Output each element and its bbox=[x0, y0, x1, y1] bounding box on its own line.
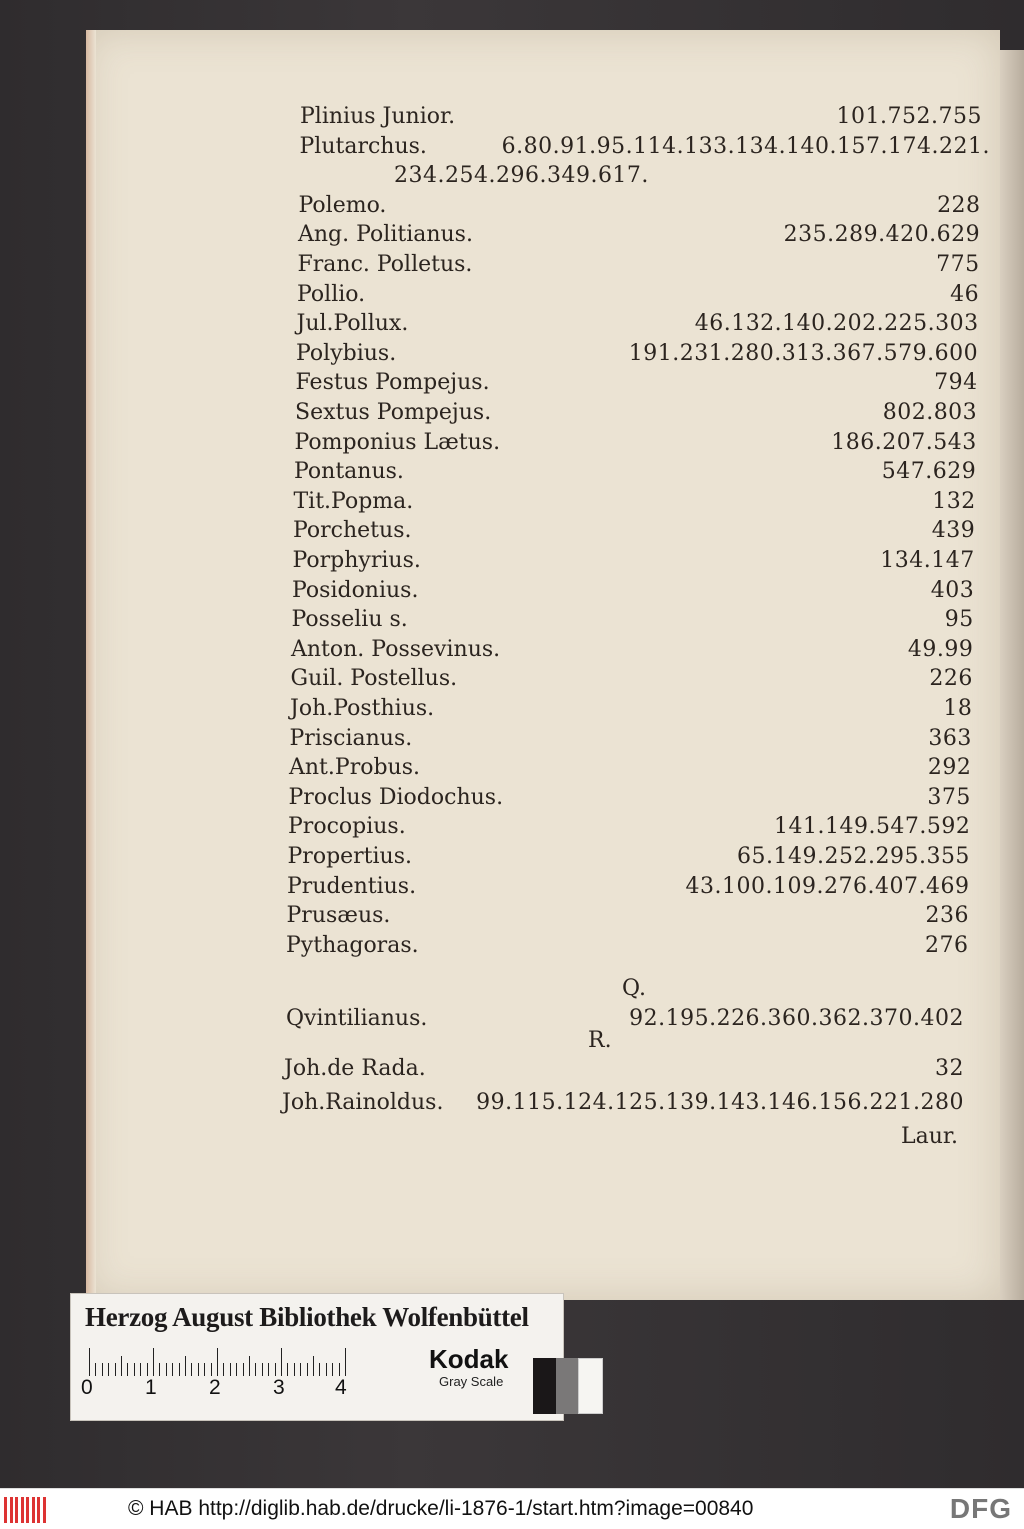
index-entry bbox=[86, 280, 1000, 310]
ruler-tick bbox=[115, 1363, 116, 1376]
entry-refs: 95 bbox=[944, 607, 974, 633]
entry-name: Porphyrius. bbox=[292, 548, 421, 573]
entry-refs: 43.100.109.276.407.469 bbox=[685, 873, 970, 899]
index-entry bbox=[86, 339, 1000, 369]
entry-name: Franc. Polletus. bbox=[297, 252, 473, 277]
gray-scale-label: Gray Scale bbox=[439, 1374, 504, 1389]
ruler-tick bbox=[166, 1363, 167, 1376]
dfg-logo: DFG bbox=[949, 1493, 1012, 1524]
ruler-tick bbox=[108, 1363, 109, 1376]
ruler-tick bbox=[211, 1363, 212, 1376]
barcode-stripe bbox=[21, 1497, 24, 1523]
entry-name: Pomponius Lætus. bbox=[294, 429, 501, 455]
index-entry bbox=[86, 724, 1000, 754]
ruler-tick bbox=[134, 1363, 135, 1376]
ruler-tick bbox=[281, 1348, 282, 1376]
ruler-tick bbox=[159, 1363, 160, 1376]
facing-page-edge bbox=[1000, 50, 1024, 1300]
ruler-tick bbox=[172, 1363, 173, 1376]
entry-refs: 794 bbox=[934, 370, 978, 396]
index-entry bbox=[86, 901, 1000, 931]
section-heading-q: Q. bbox=[622, 976, 646, 1001]
entry-refs: 46.132.140.202.225.303 bbox=[694, 311, 979, 337]
index-entry bbox=[86, 457, 1000, 487]
entry-refs: 49.99 bbox=[907, 636, 974, 662]
swatch-white bbox=[578, 1358, 603, 1414]
barcode-stripe bbox=[32, 1497, 35, 1523]
ruler-tick bbox=[249, 1356, 250, 1376]
index-entry bbox=[86, 576, 1000, 606]
index-entry bbox=[86, 812, 1000, 842]
entry-refs: 141.149.547.592 bbox=[773, 814, 971, 840]
entry-name: Pollio. bbox=[297, 281, 366, 307]
ruler-tick bbox=[268, 1363, 269, 1376]
barcode-stripe bbox=[43, 1497, 46, 1523]
ruler-tick bbox=[95, 1363, 96, 1376]
entry-refs: 228 bbox=[937, 192, 981, 218]
index-entry bbox=[86, 1054, 1000, 1084]
library-title: Herzog August Bibliothek Wolfenbüttel bbox=[85, 1302, 529, 1332]
ruler-tick bbox=[262, 1363, 263, 1376]
kodak-logo: Kodak bbox=[429, 1344, 509, 1374]
entry-name: Proclus Diodochus. bbox=[288, 784, 504, 810]
entry-name: Ang. Politianus. bbox=[298, 222, 473, 248]
ruler-number: 1 bbox=[145, 1376, 157, 1399]
color-scale-card bbox=[70, 1293, 564, 1421]
entry-refs: 32 bbox=[935, 1056, 964, 1081]
entry-refs: 439 bbox=[931, 518, 976, 544]
ruler-tick bbox=[326, 1363, 327, 1376]
entry-name: Polybius. bbox=[296, 340, 397, 366]
entry-name: Anton. Possevinus. bbox=[291, 636, 501, 662]
entry-name: Procopius. bbox=[288, 814, 406, 840]
barcode-stripe bbox=[10, 1497, 13, 1523]
entry-name: Qvintilianus. bbox=[286, 1006, 428, 1031]
entry-name: Plutarchus. bbox=[299, 133, 427, 159]
ruler-tick bbox=[307, 1363, 308, 1376]
ruler-tick bbox=[243, 1363, 244, 1376]
ruler-tick bbox=[287, 1363, 288, 1376]
entry-name: Plinius Junior. bbox=[300, 104, 456, 129]
ruler-number: 2 bbox=[209, 1376, 221, 1399]
index-entry bbox=[86, 220, 1000, 250]
index-entry bbox=[86, 664, 1000, 694]
barcode-stripe bbox=[26, 1497, 29, 1523]
entry-name: Guil. Postellus. bbox=[290, 666, 458, 692]
entry-refs: 802.803 bbox=[882, 400, 978, 425]
index-entry bbox=[86, 872, 1000, 902]
entry-refs: 403 bbox=[930, 577, 975, 603]
swatch-gray bbox=[556, 1358, 579, 1414]
index-entry bbox=[86, 368, 1000, 398]
ruler-tick bbox=[140, 1363, 141, 1376]
entry-refs: 186.207.543 bbox=[831, 429, 977, 455]
index-entry bbox=[86, 428, 1000, 458]
entry-name: Propertius. bbox=[287, 844, 413, 869]
entry-refs: 235.289.420.629 bbox=[783, 222, 981, 248]
entry-refs: 132 bbox=[932, 488, 976, 514]
ruler-tick bbox=[236, 1363, 237, 1376]
entry-refs: 375 bbox=[927, 784, 971, 810]
entry-name: Priscianus. bbox=[289, 725, 413, 751]
entry-name: Posseliu s. bbox=[291, 607, 408, 633]
entry-name: Prudentius. bbox=[287, 873, 417, 899]
entry-name: Joh.Rainoldus. bbox=[282, 1090, 444, 1115]
ruler-tick bbox=[191, 1363, 192, 1376]
index-entry bbox=[86, 605, 1000, 635]
entry-name: Posidonius. bbox=[292, 577, 419, 603]
swatch-black bbox=[533, 1358, 556, 1414]
ruler-tick bbox=[204, 1363, 205, 1376]
entry-refs: 101.752.755 bbox=[836, 104, 982, 129]
entry-name: Joh.Posthius. bbox=[290, 696, 435, 721]
index-entry bbox=[86, 487, 1000, 517]
ruler-tick bbox=[223, 1363, 224, 1376]
ruler-tick bbox=[198, 1363, 199, 1376]
ruler-tick bbox=[153, 1348, 154, 1376]
entry-name: Prusæus. bbox=[286, 903, 391, 929]
entry-name: Pythagoras. bbox=[286, 932, 419, 958]
entry-refs: 92.195.226.360.362.370.402 bbox=[629, 1006, 964, 1031]
entry-refs: 363 bbox=[928, 725, 972, 751]
index-entry bbox=[86, 842, 1000, 872]
index-entry bbox=[86, 516, 1000, 546]
index-entry bbox=[86, 191, 1000, 221]
ruler-scale bbox=[85, 1346, 405, 1376]
ruler-tick bbox=[230, 1363, 231, 1376]
entry-refs: 547.629 bbox=[881, 459, 977, 485]
index-entry bbox=[86, 753, 1000, 783]
ruler-tick bbox=[319, 1363, 320, 1376]
ruler-numbers bbox=[81, 1376, 421, 1404]
ruler-tick bbox=[147, 1363, 148, 1376]
ruler-tick bbox=[102, 1363, 103, 1376]
entry-refs: 6.80.91.95.114.133.134.140.157.174.221. bbox=[501, 133, 990, 159]
index-entry bbox=[86, 102, 1000, 132]
entry-refs: 276 bbox=[924, 932, 969, 958]
footer-bar bbox=[0, 1488, 1024, 1529]
index-entry bbox=[86, 694, 1000, 724]
entry-name: Tit.Popma. bbox=[293, 488, 414, 514]
entry-refs: 99.115.124.125.139.143.146.156.221.280 bbox=[476, 1090, 964, 1115]
ruler-number: 0 bbox=[81, 1376, 93, 1399]
entry-name: Polemo. bbox=[298, 192, 387, 218]
footer-url: © HAB http://diglib.hab.de/drucke/li-1876-1/start.htm?image=00840 bbox=[128, 1497, 754, 1520]
index-entry bbox=[86, 635, 1000, 665]
ruler-number: 4 bbox=[335, 1376, 347, 1399]
entry-name: Joh.de Rada. bbox=[284, 1056, 426, 1081]
ruler-tick bbox=[255, 1363, 256, 1376]
barcode-stripe bbox=[4, 1497, 7, 1523]
gray-swatches bbox=[533, 1358, 603, 1414]
index-entry bbox=[86, 931, 1000, 961]
ruler-tick bbox=[127, 1363, 128, 1376]
entry-refs: 226 bbox=[929, 666, 973, 692]
ruler-tick bbox=[185, 1356, 186, 1376]
index-entry bbox=[86, 250, 1000, 280]
entry-name: Jul.Pollux. bbox=[296, 311, 409, 337]
entry-name: Sextus Pompejus. bbox=[295, 400, 492, 425]
barcode-stripe bbox=[15, 1497, 18, 1523]
ruler-tick bbox=[300, 1363, 301, 1376]
entry-name: Ant.Probus. bbox=[289, 755, 420, 781]
entry-refs: 236 bbox=[925, 903, 969, 929]
index-entry bbox=[86, 161, 1000, 191]
ruler-tick bbox=[89, 1348, 90, 1376]
index-entry bbox=[86, 783, 1000, 813]
entry-refs: 191.231.280.313.367.579.600 bbox=[628, 340, 979, 366]
book-page bbox=[86, 30, 1000, 1300]
ruler-tick bbox=[179, 1363, 180, 1376]
entry-refs: 292 bbox=[927, 755, 972, 781]
ruler-tick bbox=[275, 1363, 276, 1376]
ruler-tick bbox=[339, 1363, 340, 1376]
entry-refs: 46 bbox=[950, 281, 980, 307]
entry-refs: 134.147 bbox=[880, 548, 975, 573]
barcode-icon bbox=[4, 1497, 48, 1523]
ruler-tick bbox=[294, 1363, 295, 1376]
index-entry bbox=[86, 398, 1000, 428]
index-entry bbox=[86, 132, 1000, 162]
entry-refs: 775 bbox=[936, 252, 980, 277]
barcode-stripe bbox=[37, 1497, 40, 1523]
ruler-tick bbox=[332, 1363, 333, 1376]
ruler-number: 3 bbox=[273, 1376, 285, 1399]
ruler-tick bbox=[217, 1348, 218, 1376]
section-heading-r: R. bbox=[588, 1028, 612, 1053]
ruler-tick bbox=[345, 1348, 346, 1376]
entry-name: Pontanus. bbox=[294, 459, 404, 485]
catchword: Laur. bbox=[901, 1124, 958, 1149]
index-entry bbox=[86, 1004, 1000, 1034]
entry-refs: 18 bbox=[943, 696, 973, 721]
ruler-tick bbox=[313, 1356, 314, 1376]
entry-refs: 65.149.252.295.355 bbox=[737, 844, 970, 869]
entry-name: Festus Pompejus. bbox=[295, 370, 490, 396]
index-entry bbox=[86, 1088, 1000, 1118]
entry-name: Porchetus. bbox=[293, 518, 412, 544]
index-entry bbox=[86, 309, 1000, 339]
ruler-tick bbox=[121, 1356, 122, 1376]
index-entry bbox=[86, 546, 1000, 576]
entry-refs: 234.254.296.349.617. bbox=[394, 163, 649, 189]
